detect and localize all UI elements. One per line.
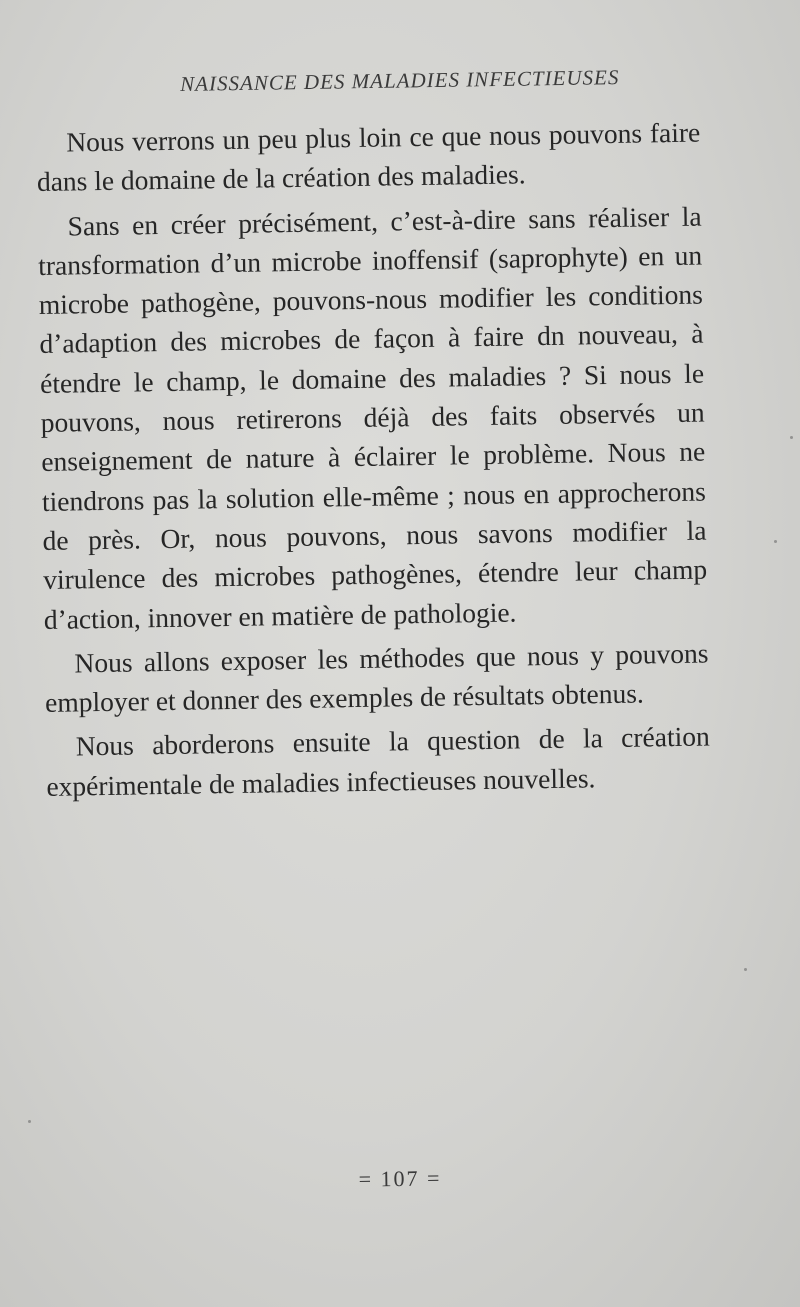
body-text (36, 113, 711, 811)
paper-speck (774, 540, 777, 543)
paper-speck (790, 436, 793, 439)
page-number: = 107 = (358, 1165, 442, 1192)
paragraph-1: Nous verrons un peu plus loin ce que nous pouvons faire dans le domaine de la création des maladies. (36, 116, 701, 198)
paragraph-2: Sans en créer précisément, c’est-à-dire sans réaliser la transformation d’un microbe inoffensif (saprophyte) en un microbe pathogène, pouvons-nous modifier les conditions d’adaption des microbes de façon à faire dn nouveau, à étendre le champ, le domaine des maladies ? Si nous le pouvons, nous retirerons déjà des faits observés un enseignement de nature à éclairer le problème. Nous ne tiendrons pas la solution elle-même ; nous en approcherons de près. Or, nous pouvons, nous savons modifier la virulence des microbes pathogènes, étendre leur champ d’action, innover en matière de pathologie. (37, 200, 708, 635)
paragraph-3: Nous allons exposer les méthodes que nous y pouvons employer et donner des exemples de résultats obtenus. (44, 637, 709, 719)
paper-speck (28, 1120, 31, 1123)
running-header: NAISSANCE DES MALADIES INFECTIEUSES (180, 65, 620, 96)
paper-speck (744, 968, 747, 971)
paragraph-4: Nous aborderons ensuite la question de la création expérimentale de maladies infectieuses nouvelles. (46, 720, 710, 802)
